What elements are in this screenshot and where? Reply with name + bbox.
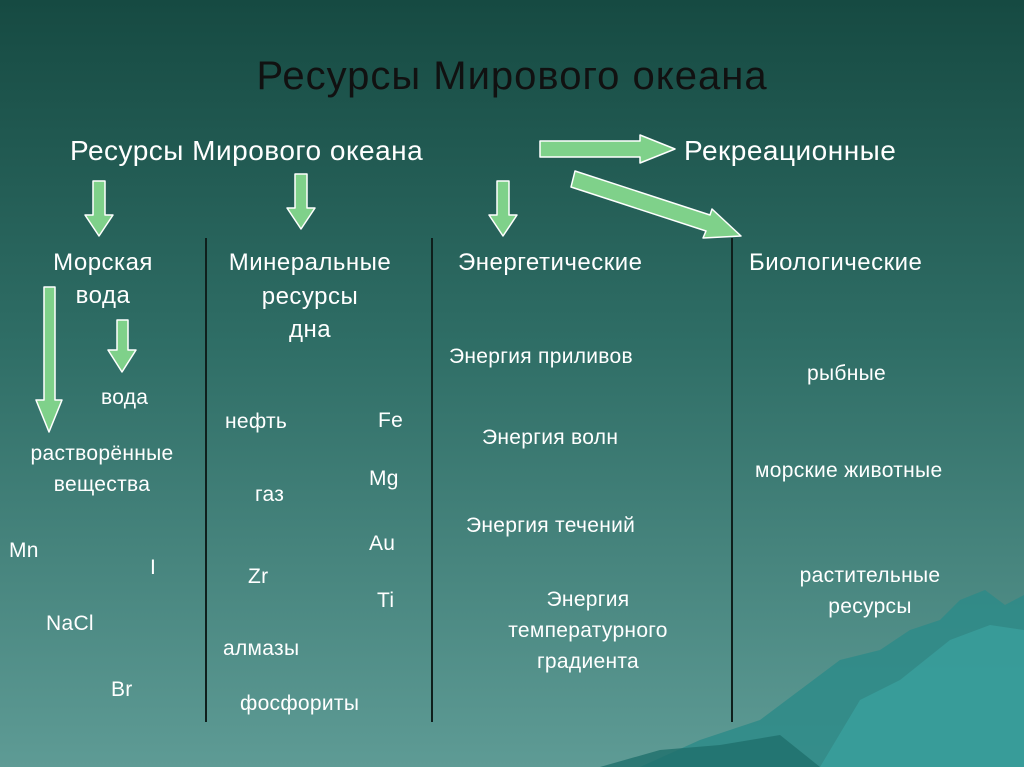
sea-water-header-line2: вода <box>75 282 131 309</box>
arrow-down-water <box>108 320 136 372</box>
element-mn: Mn <box>9 539 39 562</box>
root-label: Ресурсы Мирового океана <box>70 135 424 166</box>
biological-plants-line1: растительные <box>799 564 941 587</box>
energy-thermal-line2: температурного <box>508 619 668 642</box>
element-fe: Fe <box>378 409 404 432</box>
sea-water-dissolved-line1: растворённые <box>30 442 174 465</box>
mineral-header-line1: Минеральные <box>228 249 392 276</box>
element-zr: Zr <box>248 565 269 588</box>
column-divider-2 <box>431 238 433 722</box>
mineral-header-line3: дна <box>288 316 332 343</box>
element-ti: Ti <box>377 589 395 612</box>
mineral-header-line2: ресурсы <box>261 283 359 310</box>
mineral-diamonds: алмазы <box>223 637 300 660</box>
energy-header: Энергетические <box>458 249 643 276</box>
energy-tides: Энергия приливов <box>449 345 633 368</box>
column-divider-3 <box>731 238 733 722</box>
arrow-down-sea-water <box>85 181 113 236</box>
recreational-label: Рекреационные <box>684 135 897 166</box>
biological-animals: морские животные <box>755 459 943 482</box>
biological-fish: рыбные <box>807 362 886 385</box>
biological-plants-line2: ресурсы <box>828 595 912 618</box>
mineral-gas: газ <box>255 483 285 506</box>
arrow-down-energy <box>489 181 517 236</box>
element-nacl: NaCl <box>46 612 94 635</box>
sea-water-dissolved-line2: вещества <box>53 473 151 496</box>
arrow-down-mineral <box>287 174 315 229</box>
sea-water-water: вода <box>101 386 149 409</box>
element-br: Br <box>111 678 133 701</box>
biological-header: Биологические <box>749 249 923 276</box>
element-mg: Mg <box>369 467 399 490</box>
mineral-oil: нефть <box>225 410 288 433</box>
energy-currents: Энергия течений <box>466 514 636 537</box>
mineral-phosphorites: фосфориты <box>240 692 360 715</box>
arrow-right-recreational <box>540 135 675 163</box>
energy-thermal-line3: градиента <box>536 650 640 673</box>
element-au: Au <box>369 532 396 555</box>
arrow-diagonal-biological <box>571 171 741 238</box>
sea-water-header-line1: Морская <box>53 249 153 276</box>
page-title: Ресурсы Мирового океана <box>256 54 768 98</box>
energy-thermal-line1: Энергия <box>546 588 630 611</box>
energy-waves: Энергия волн <box>482 426 619 449</box>
element-i: I <box>150 556 157 579</box>
